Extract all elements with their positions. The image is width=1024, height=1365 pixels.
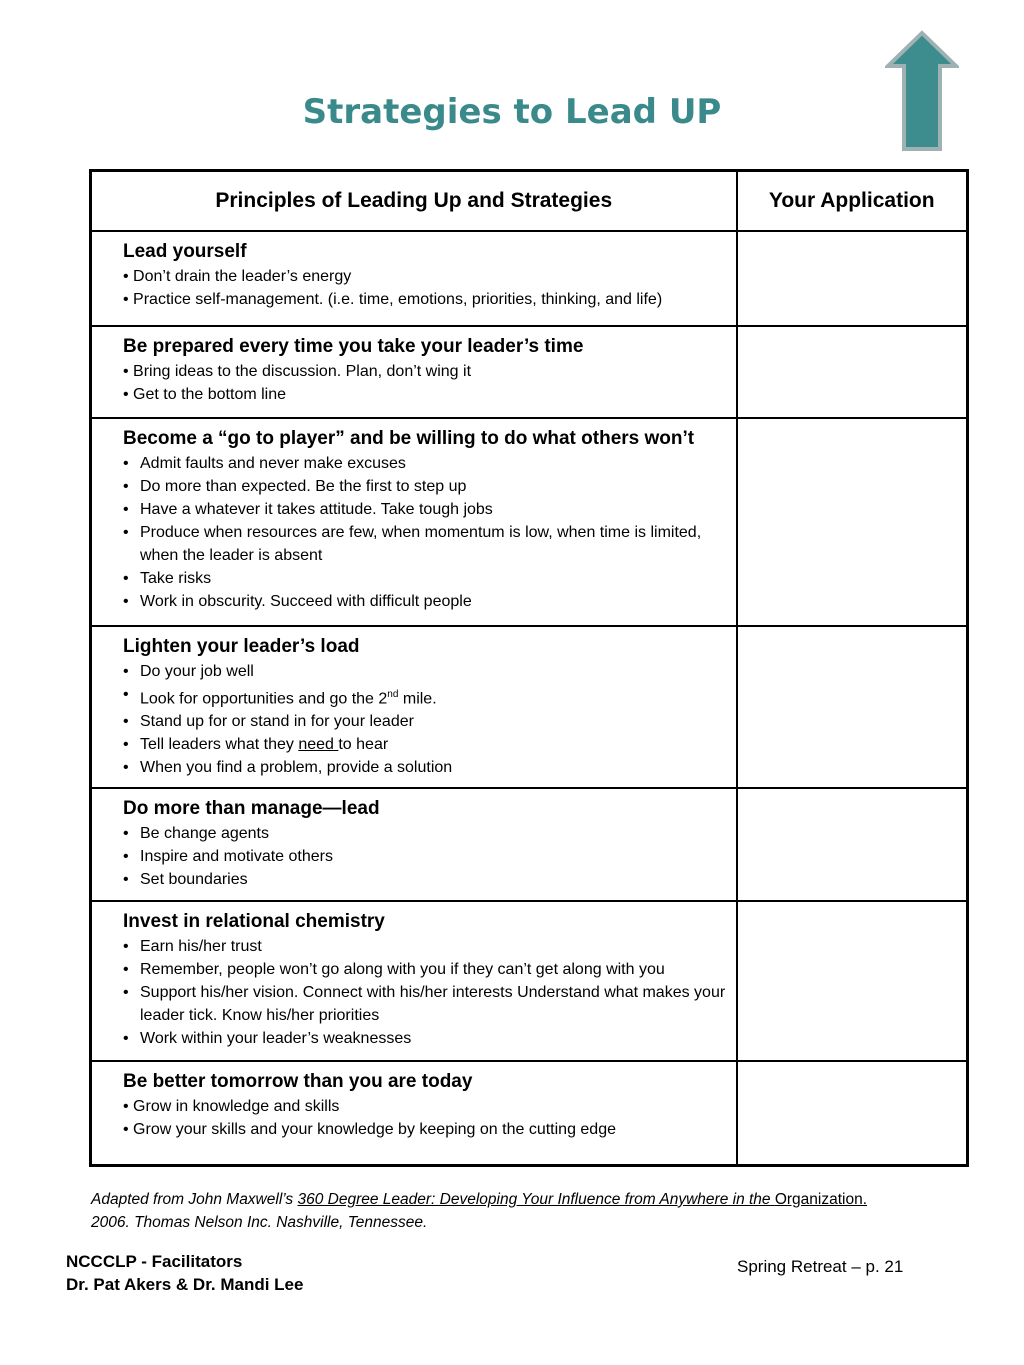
table-row	[91, 231, 968, 326]
principle-heading: Be prepared every time you take your leader’s time	[123, 336, 584, 357]
application-cell[interactable]	[737, 418, 968, 626]
strategy-item: • Grow your skills and your knowledge by keeping on the cutting edge	[123, 1118, 730, 1141]
principle-heading: Become a “go to player” and be willing to do what others won’t	[123, 428, 695, 449]
table-row	[91, 788, 968, 901]
strategy-list	[123, 1095, 730, 1141]
application-cell[interactable]	[737, 326, 968, 418]
strategy-item: • Earn his/her trust	[123, 935, 730, 958]
principles-column-header: Principles of Leading Up and Strategies	[91, 171, 737, 232]
principle-cell	[91, 326, 737, 418]
strategy-item: • Work in obscurity. Succeed with difficult people	[123, 590, 730, 613]
strategy-list	[123, 935, 730, 1050]
application-cell[interactable]	[737, 626, 968, 788]
strategy-item: • Inspire and motivate others	[123, 845, 730, 868]
strategy-list	[123, 660, 730, 779]
strategy-item: • Be change agents	[123, 822, 730, 845]
principle-cell	[91, 231, 737, 326]
strategy-item: • When you find a problem, provide a solution	[123, 756, 730, 779]
principle-cell	[91, 788, 737, 901]
strategy-item: • Admit faults and never make excuses	[123, 452, 730, 475]
strategy-item: • Practice self-management. (i.e. time, emotions, priorities, thinking, and life)	[123, 288, 730, 311]
citation-book-title-end: Organization.	[774, 1191, 868, 1208]
strategy-item: • Bring ideas to the discussion. Plan, don’t wing it	[123, 360, 730, 383]
strategy-item: • Work within your leader’s weaknesses	[123, 1027, 730, 1050]
page-title: Strategies to Lead UP	[302, 92, 722, 132]
strategy-list	[123, 822, 730, 891]
application-cell[interactable]	[737, 1061, 968, 1165]
application-cell[interactable]	[737, 231, 968, 326]
table-row	[91, 1061, 968, 1165]
strategy-item: • Take risks	[123, 567, 730, 590]
application-cell[interactable]	[737, 901, 968, 1061]
footer-credits	[66, 1250, 303, 1296]
table-row	[91, 326, 968, 418]
up-arrow-icon	[885, 30, 959, 152]
strategy-item: • Grow in knowledge and skills	[123, 1095, 730, 1118]
application-cell[interactable]	[737, 788, 968, 901]
strategy-item: • Get to the bottom line	[123, 383, 730, 406]
citation	[91, 1188, 971, 1234]
principle-cell	[91, 901, 737, 1061]
principle-heading: Invest in relational chemistry	[123, 911, 385, 933]
strategy-item: • Do more than expected. Be the first to step up	[123, 475, 730, 498]
strategy-list	[123, 452, 730, 613]
strategy-item: • Look for opportunities and go the 2nd mile.	[123, 683, 730, 710]
principle-heading: Lighten your leader’s load	[123, 636, 360, 657]
strategy-item: • Tell leaders what they need to hear	[123, 733, 730, 756]
principle-heading: Be better tomorrow than you are today	[123, 1071, 473, 1093]
strategy-item: • Set boundaries	[123, 868, 730, 891]
strategy-item: • Support his/her vision. Connect with his/her interests Understand what makes your leader tick. Know his/her priorities	[123, 981, 730, 1027]
application-column-header: Your Application	[737, 171, 968, 232]
principle-cell	[91, 418, 737, 626]
page-number: Spring Retreat – p. 21	[737, 1257, 904, 1276]
table-row	[91, 418, 968, 626]
principle-cell	[91, 626, 737, 788]
footer-org: NCCCLP - Facilitators	[66, 1252, 243, 1271]
strategy-list	[123, 360, 730, 406]
citation-publisher: 2006. Thomas Nelson Inc. Nashville, Tennessee.	[91, 1214, 428, 1231]
strategies-table	[89, 169, 969, 1167]
strategy-item: • Stand up for or stand in for your leader	[123, 710, 730, 733]
strategy-item: • Remember, people won’t go along with you if they can’t get along with you	[123, 958, 730, 981]
strategy-item: • Don’t drain the leader’s energy	[123, 265, 730, 288]
strategy-item: • Produce when resources are few, when momentum is low, when time is limited, when the leader is absent	[123, 521, 730, 567]
strategy-list	[123, 265, 730, 311]
principle-cell	[91, 1061, 737, 1165]
principle-heading: Lead yourself	[123, 241, 247, 262]
principle-heading: Do more than manage—lead	[123, 798, 380, 820]
citation-book-title: 360 Degree Leader: Developing Your Influence from Anywhere in the	[297, 1191, 775, 1208]
strategy-item: • Have a whatever it takes attitude. Take tough jobs	[123, 498, 730, 521]
table-header-row	[91, 171, 968, 232]
citation-prefix: Adapted from John Maxwell’s	[91, 1191, 298, 1208]
table-row	[91, 901, 968, 1061]
table-row	[91, 626, 968, 788]
strategy-item: • Do your job well	[123, 660, 730, 683]
footer-authors: Dr. Pat Akers & Dr. Mandi Lee	[66, 1275, 304, 1294]
